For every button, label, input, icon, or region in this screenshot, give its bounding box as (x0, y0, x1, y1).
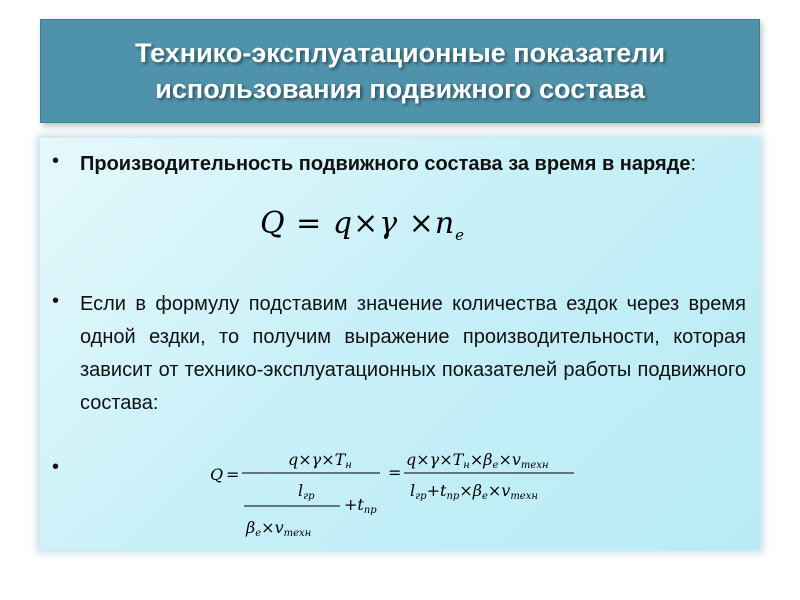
bullet-productivity-colon: : (690, 153, 697, 175)
formula2-big-num: q×γ×Tн (288, 450, 352, 471)
content-box (40, 138, 760, 550)
formula1-times-1: × (353, 206, 380, 241)
formula2-right-num: q×γ×Tн×βе×vтехн (406, 450, 549, 471)
formula1-times-2: × (408, 206, 435, 241)
formula2-eq2: = (388, 463, 402, 482)
bullet-marker-2: • (52, 290, 60, 312)
formula1-q: q (332, 206, 354, 241)
formula1-n: n (434, 206, 456, 241)
formula2-right-den: lгр+tпр×βе×vтехн (410, 481, 538, 502)
title-line-2: использования подвижного состава (155, 74, 645, 104)
title-line-1: Технико-эксплуатационные показатели (134, 38, 666, 68)
bullet-marker-1: • (52, 150, 60, 172)
bullet-productivity (80, 150, 710, 178)
formula2-lhs: Q (210, 465, 224, 484)
bullet-productivity-text: Производительность подвижного состава за время в наряде (80, 153, 691, 175)
formula2-plus-t: +tпр (344, 495, 377, 516)
formula2-inner-num: lгр (298, 481, 315, 502)
bullet-marker-3: • (52, 456, 60, 478)
formula1-eq: = (296, 206, 323, 241)
formula-productivity (260, 206, 465, 244)
formula1-lhs: Q (260, 206, 286, 241)
bullet-substitution: Если в формулу подставим значение количества ездок через время одной ездки, то получим выражение производительности, которая зависит от технико-эксплуатационных показателей работы подвижного состава: (80, 293, 746, 414)
formula-productivity-expanded (210, 438, 610, 548)
formula2-eq1: = (226, 465, 240, 484)
formula1-n-sub: е (455, 226, 466, 244)
formula2-inner-den: βе×vтехн (246, 518, 312, 539)
formula1-gamma: γ (379, 206, 399, 241)
title-box (40, 19, 760, 123)
slide-title (135, 35, 665, 107)
